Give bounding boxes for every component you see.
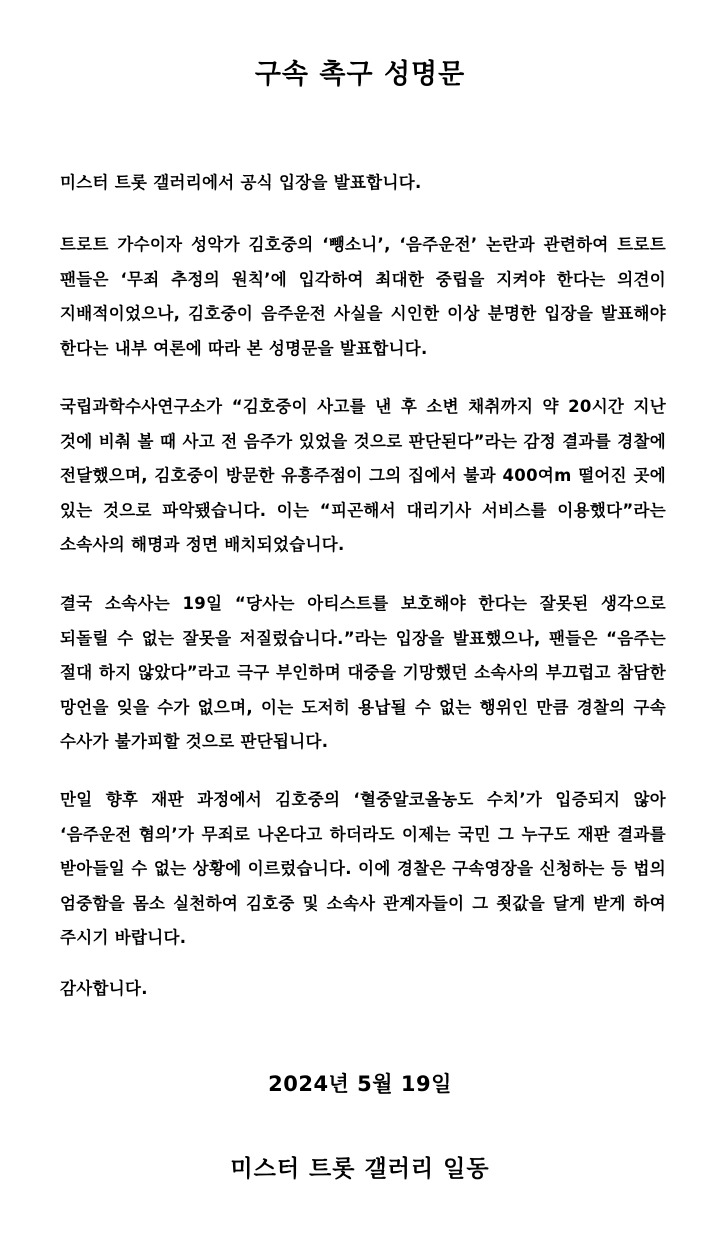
background-paragraph: 트로트 가수이자 성악가 김호중의 ‘뺑소니’, ‘음주운전’ 논란과 관련하여 트로트 팬들은 ‘무죄 추정의 원칙’에 입각하여 최대한 중립을 지켜야 한다는 의견이 지배적이었으나, 김호중이 음주운전 사실을 시인한 이상 분명한 입장을 발표해야 한다는 내부 여론에 따라 본 성명문을 발표합니다. xyxy=(60,235,666,358)
demand-paragraph: 만일 향후 재판 과정에서 김호중의 ‘혈중알코올농도 수치’가 입증되지 않아 ‘음주운전 혐의’가 무죄로 나온다고 하더라도 이제는 국민 그 누구도 재판 결과를 받아들일 수 없는 상황에 이르렀습니다. 이에 경찰은 구속영장을 신청하는 등 법의 엄중함을 몸소 실천하여 김호중 및 소속사 관계자들이 그 죗값을 달게 받게 하여 주시기 바랍니다. xyxy=(60,790,666,947)
intro-paragraph: 미스터 트롯 갤러리에서 공식 입장을 발표합니다. xyxy=(60,173,422,192)
agency-response-paragraph: 결국 소속사는 19일 “당사는 아티스트를 보호해야 한다는 잘못된 생각으로 되돌릴 수 없는 잘못을 저질렀습니다.”라는 입장을 발표했으나, 팬들은 “음주는 절대 하지 않았다”라고 극구 부인하며 대중을 기망했던 소속사의 부끄럽고 참담한 망언을 잊을 수가 없으며, 이는 도저히 용납될 수 없는 행위인 만큼 경찰의 구속 수사가 불가피할 것으로 판단됩니다. xyxy=(60,594,666,751)
forensic-findings-paragraph: 국립과학수사연구소가 “김호중이 사고를 낸 후 소변 채취까지 약 20시간 지난 것에 비춰 볼 때 사고 전 음주가 있었을 것으로 판단된다”라는 감정 결과를 경찰에 전달했으며, 김호중이 방문한 유흥주점이 그의 집에서 불과 400여m 떨어진 곳에 있는 것으로 파악됐습니다. 이는 “피곤해서 대리기사 서비스를 이용했다”라는 소속사의 해명과 정면 배치되었습니다. xyxy=(60,397,666,554)
signature: 미스터 트롯 갤러리 일동 xyxy=(230,1156,490,1182)
document-title: 구속 촉구 성명문 xyxy=(254,59,466,90)
closing-paragraph: 감사합니다. xyxy=(60,979,148,998)
statement-date: 2024년 5월 19일 xyxy=(268,1072,452,1096)
